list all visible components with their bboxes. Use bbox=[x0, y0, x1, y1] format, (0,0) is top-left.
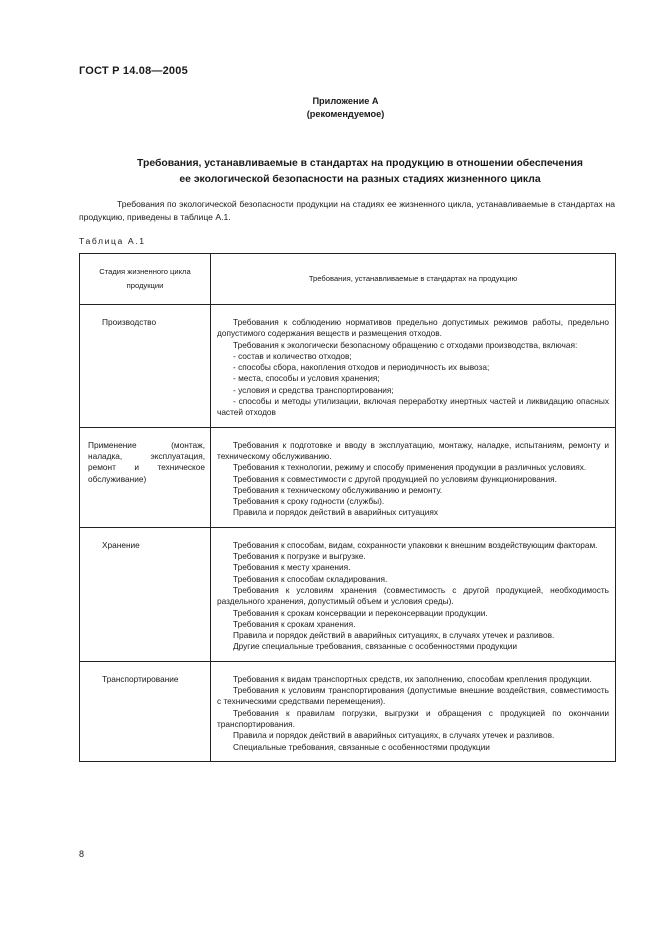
requirement-list-item: - способы сбора, накопления отходов и периодичность их вывоза; bbox=[233, 362, 490, 373]
stage-cell: Производство bbox=[80, 305, 211, 428]
table-row bbox=[80, 427, 616, 527]
header-requirements: Требования, устанавливаемые в стандартах на продукцию bbox=[211, 254, 616, 305]
requirement-line: Требования к сроку годности (службы). bbox=[233, 496, 385, 507]
requirement-line: Требования к месту хранения. bbox=[233, 562, 351, 573]
requirement-list-item: - места, способы и условия хранения; bbox=[233, 373, 380, 384]
requirements-cell bbox=[211, 305, 616, 428]
requirement-line: Требования к погрузке и выгрузке. bbox=[233, 551, 366, 562]
requirement-line: Требования к экологически безопасному обращению с отходами производства, включая: bbox=[233, 339, 578, 350]
annex-heading bbox=[0, 95, 661, 121]
intro-paragraph bbox=[79, 198, 615, 223]
requirement-line: Требования к видам транспортных средств, их заполнению, способам крепления продукции. bbox=[233, 673, 592, 684]
requirement-line: Требования к техническому обслуживанию и ремонту. bbox=[233, 484, 443, 495]
requirement-list-item: - условия и средства транспортирования; bbox=[233, 384, 394, 395]
requirement-list-item: - состав и количество отходов; bbox=[233, 350, 352, 361]
table-row bbox=[80, 661, 616, 761]
requirement-line: Требования к подготовке и вводу в эксплуатацию, монтажу, наладке, испытаниям, ремонту и техническому обслуживанию. bbox=[217, 439, 609, 461]
annex-title-line-2: ее экологической безопасности на разных стадиях жизненного цикла bbox=[179, 174, 541, 185]
requirements-cell bbox=[211, 661, 616, 761]
requirement-line: Правила и порядок действий в аварийных ситуациях, в случаях утечек и разливов. bbox=[233, 730, 555, 741]
requirement-line: Требования к правилам погрузки, выгрузки и обращения с продукцией по окончании транспортирования. bbox=[217, 707, 609, 729]
requirement-line: Другие специальные требования, связанные с особенностями продукции bbox=[233, 641, 517, 652]
stage-cell: Хранение bbox=[80, 527, 211, 661]
annex-title bbox=[60, 156, 660, 188]
requirements-table bbox=[79, 253, 616, 762]
requirement-line: Специальные требования, связанные с особенностями продукции bbox=[233, 741, 490, 752]
requirement-line: Требования к срокам хранения. bbox=[233, 618, 356, 629]
requirement-line: Требования к условиям хранения (совместимость с другой продукцией, необходимость раздельного хранения, допустимый объем и условия среды). bbox=[217, 584, 609, 607]
requirement-line: Требования к условиям транспортирования (допустимые внешние воздействия, совместимость с техническими средствами перемещения). bbox=[217, 685, 609, 707]
annex-title-line-1: Требования, устанавливаемые в стандартах на продукцию в отношении обеспечения bbox=[137, 158, 583, 169]
requirement-line: Требования к соблюдению нормативов предельно допустимых режимов работы, предельно допустимого содержания веществ и размещения отходов. bbox=[217, 317, 609, 339]
header-stage: Стадия жизненного цикла продукции bbox=[80, 254, 211, 305]
annex-label: Приложение А bbox=[312, 96, 379, 106]
requirement-line: Правила и порядок действий в аварийных ситуациях bbox=[233, 507, 438, 518]
table-row bbox=[80, 305, 616, 428]
requirement-line: Требования к способам складирования. bbox=[233, 573, 388, 584]
requirements-cell bbox=[211, 527, 616, 661]
intro-text: Требования по экологической безопасности продукции на стадиях ее жизненного цикла, устанавливаемые в стандартах на продукцию, приведены в таблице А.1. bbox=[79, 199, 615, 222]
requirement-line: Требования к технологии, режиму и способу применения продукции в различных условиях. bbox=[233, 462, 587, 473]
page-number: 8 bbox=[79, 849, 85, 859]
requirement-list-item: - способы и методы утилизации, включая переработку инертных частей и ликвидацию опасных частей отходов bbox=[217, 396, 609, 418]
requirement-line: Требования к способам, видам, сохранности упаковки к внешним воздействующим факторам. bbox=[233, 539, 598, 550]
table-header-row bbox=[80, 254, 616, 305]
requirement-line: Требования к совместимости с другой продукцией по условиям функционирования. bbox=[233, 473, 557, 484]
stage-cell: Применение (монтаж, наладка, эксплуатация, ремонт и техническое обслуживание) bbox=[80, 427, 211, 527]
annex-status: (рекомендуемое) bbox=[306, 109, 385, 119]
requirement-line: Правила и порядок действий в аварийных ситуациях, в случаях утечек и разливов. bbox=[233, 630, 555, 641]
requirements-cell bbox=[211, 427, 616, 527]
document-code: ГОСТ Р 14.08—2005 bbox=[79, 65, 188, 77]
table-caption: Таблица А.1 bbox=[79, 236, 146, 246]
requirement-line: Требования к срокам консервации и переконсервации продукции. bbox=[233, 607, 488, 618]
table-row bbox=[80, 527, 616, 661]
stage-cell: Транспортирование bbox=[80, 661, 211, 761]
